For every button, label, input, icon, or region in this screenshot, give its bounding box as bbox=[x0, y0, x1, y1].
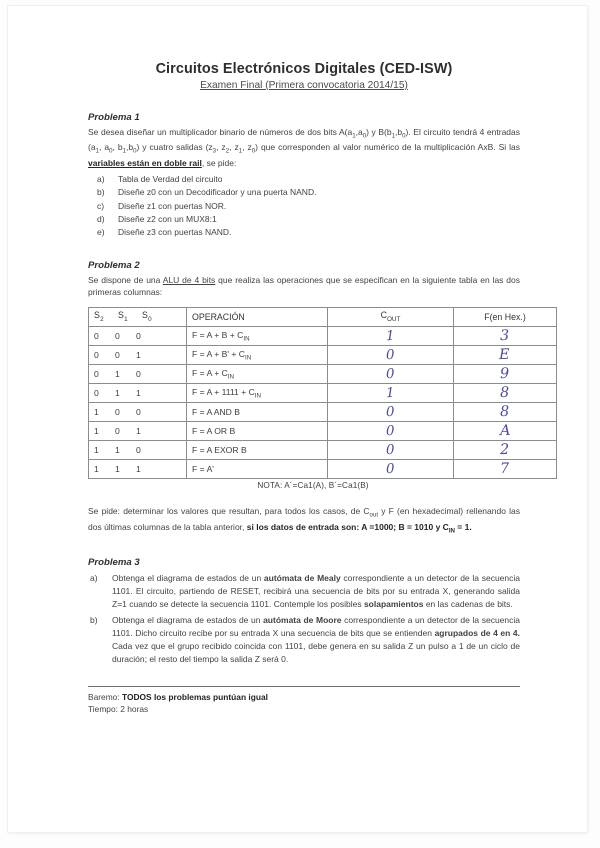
table-row bbox=[89, 460, 557, 479]
item-emphasis: autómata de Mealy bbox=[263, 573, 341, 584]
header-s1: $S_1$ bbox=[118, 310, 128, 324]
handwritten-cout: 0 bbox=[385, 422, 396, 439]
cell-s1: 0 bbox=[115, 331, 121, 342]
problem-2-intro-emphasis: ALU de 4 bits bbox=[162, 275, 216, 286]
handwritten-cout: 1 bbox=[385, 384, 396, 401]
table-row bbox=[89, 384, 557, 403]
cell-cout[interactable] bbox=[328, 460, 454, 479]
cell-f[interactable] bbox=[454, 384, 557, 403]
table-note: NOTA: A´=Ca1(A), B´=Ca1(B) bbox=[257, 481, 369, 491]
cell-operation: $F = A + C_{IN}$ bbox=[187, 365, 328, 384]
cell-cout[interactable] bbox=[328, 403, 454, 422]
cell-f[interactable] bbox=[454, 403, 557, 422]
problem-2-intro-post: que realiza las operaciones que se especifican en la siguiente tabla en las dos primeras columnas: bbox=[88, 275, 520, 298]
header-s0: $S_0$ bbox=[142, 310, 152, 324]
cell-f[interactable] bbox=[454, 460, 557, 479]
cell-s2: 1 bbox=[94, 445, 100, 456]
problem-3-section bbox=[88, 557, 520, 665]
table-row bbox=[89, 365, 557, 384]
table-row bbox=[89, 422, 557, 441]
problem-1-title: Problema 1 bbox=[88, 112, 140, 123]
cell-f[interactable] bbox=[454, 441, 557, 460]
list-item bbox=[88, 572, 520, 611]
table-row bbox=[89, 403, 557, 422]
table-row bbox=[89, 441, 557, 460]
item-emphasis-2: solapamientos bbox=[363, 599, 424, 610]
cell-s2: 1 bbox=[94, 407, 100, 418]
handwritten-cout: 0 bbox=[385, 346, 396, 363]
handwritten-cout: 0 bbox=[385, 365, 396, 382]
cell-cout[interactable] bbox=[328, 365, 454, 384]
item-post-2: en las cadenas de bits. bbox=[423, 599, 513, 610]
handwritten-f: 8 bbox=[499, 404, 511, 421]
item-emphasis: autómata de Moore bbox=[263, 614, 342, 625]
problem-2-request-pre: Se pide: determinar los valores que resultan, para todos los casos, de $C_{out}$ y F (en hexadecimal) rellenando las dos últimas columnas de la tabla anterior, bbox=[88, 506, 520, 532]
handwritten-f: A bbox=[499, 423, 511, 440]
cell-operation: F = A OR B bbox=[187, 422, 328, 441]
row-select-bits bbox=[89, 365, 187, 384]
handwritten-f: 8 bbox=[499, 385, 511, 402]
item-emphasis-2: agrupados de 4 en 4. bbox=[434, 627, 520, 638]
problem-2-intro-pre: Se dispone de una bbox=[88, 275, 163, 286]
handwritten-cout: 0 bbox=[385, 403, 396, 420]
cell-operation: F = A AND B bbox=[187, 403, 328, 422]
handwritten-f: 9 bbox=[499, 366, 511, 383]
cell-s2: 0 bbox=[94, 369, 100, 380]
item-pre: Obtenga el diagrama de estados de un bbox=[112, 573, 264, 584]
list-marker: e) bbox=[97, 227, 105, 238]
cell-s2: 1 bbox=[94, 426, 100, 437]
cell-operation: $F = A + B + C_{IN}$ bbox=[187, 327, 328, 346]
cell-s0: 1 bbox=[136, 350, 142, 361]
handwritten-f: 2 bbox=[499, 442, 511, 459]
table-row bbox=[89, 327, 557, 346]
list-item-text: Tabla de Verdad del circuito bbox=[118, 173, 223, 184]
problem-2-request bbox=[88, 505, 520, 536]
handwritten-cout: 0 bbox=[385, 460, 396, 477]
problem-1-tail: , se pide: bbox=[201, 157, 237, 168]
cell-s1: 0 bbox=[115, 350, 121, 361]
page-title: Circuitos Electrónicos Digitales (CED-ISW) bbox=[155, 61, 453, 77]
list-item bbox=[88, 213, 520, 226]
item-post: correspondiente a un detector de la secuencia 1101. Dicho circuito recibe por su entrada X una secuencia de bits que se entienden bbox=[112, 614, 520, 638]
cell-f[interactable] bbox=[454, 365, 557, 384]
cell-s0: 0 bbox=[136, 445, 142, 456]
exam-footer bbox=[88, 686, 520, 716]
problem-1-section bbox=[88, 112, 520, 239]
handwritten-cout: 1 bbox=[385, 327, 396, 344]
item-pre: Obtenga el diagrama de estados de un bbox=[112, 614, 264, 625]
list-item-text: Diseñe z3 con puertas NAND. bbox=[118, 227, 232, 238]
baremo-value: TODOS los problemas puntúan igual bbox=[121, 691, 268, 702]
cell-operation: F = A' bbox=[187, 460, 328, 479]
list-item-text: Diseñe z1 con puertas NOR. bbox=[118, 200, 227, 211]
cell-operation: $F = A + B' + C_{IN}$ bbox=[187, 346, 328, 365]
row-select-bits bbox=[89, 403, 187, 422]
baremo-line bbox=[88, 691, 520, 704]
cell-cout[interactable] bbox=[328, 384, 454, 403]
list-item bbox=[88, 173, 520, 186]
cell-s2: 0 bbox=[94, 388, 100, 399]
cell-f[interactable] bbox=[454, 422, 557, 441]
list-marker: a) bbox=[97, 173, 105, 184]
handwritten-f: 7 bbox=[499, 461, 511, 478]
list-marker: c) bbox=[97, 200, 105, 211]
cell-s1: 1 bbox=[115, 388, 121, 399]
item-post-2: Cada vez que el grupo recibido coincida con 1101, debe genera en su salida Z un pulso a 1 de un ciclo de duración; el resto del tiempo la salida Z será 0. bbox=[112, 640, 520, 664]
row-select-bits bbox=[89, 441, 187, 460]
cell-s0: 0 bbox=[136, 331, 142, 342]
exam-page bbox=[8, 6, 587, 832]
list-item bbox=[88, 614, 520, 666]
problem-1-emphasis: variables están en doble rail bbox=[88, 157, 202, 168]
list-item bbox=[88, 186, 520, 199]
document-header bbox=[88, 61, 520, 91]
list-marker: b) bbox=[97, 187, 105, 198]
cell-s2: 0 bbox=[94, 331, 100, 342]
problem-3-list bbox=[88, 572, 520, 665]
list-marker: d) bbox=[97, 214, 105, 225]
cell-f[interactable] bbox=[454, 327, 557, 346]
cell-s1: 1 bbox=[115, 369, 121, 380]
cell-s0: 0 bbox=[136, 407, 142, 418]
cell-cout[interactable] bbox=[328, 422, 454, 441]
list-marker: a) bbox=[90, 573, 98, 584]
cell-s1: 0 bbox=[115, 426, 121, 437]
cell-s1: 1 bbox=[115, 464, 121, 475]
page-content bbox=[88, 61, 526, 716]
cell-s0: 0 bbox=[136, 369, 142, 380]
row-select-bits bbox=[89, 327, 187, 346]
handwritten-cout: 0 bbox=[385, 441, 396, 458]
alu-operations-table bbox=[88, 307, 557, 479]
row-select-bits bbox=[89, 422, 187, 441]
problem-2-statement bbox=[88, 274, 520, 298]
cell-s0: 1 bbox=[136, 388, 142, 399]
handwritten-f: E bbox=[499, 347, 511, 364]
table-header-row bbox=[89, 308, 557, 327]
header-select-bits bbox=[89, 308, 187, 327]
list-item bbox=[88, 226, 520, 239]
row-select-bits bbox=[89, 346, 187, 365]
list-marker: b) bbox=[90, 614, 98, 625]
cell-s2: 0 bbox=[94, 350, 100, 361]
list-item bbox=[88, 200, 520, 213]
problem-2-request-emphasis: si los datos de entrada son: A =1000; B = 1010 y $C_{IN} = 1$. bbox=[246, 521, 472, 535]
baremo-label: Baremo: bbox=[88, 691, 122, 702]
problem-2-section bbox=[88, 260, 526, 536]
table-row bbox=[89, 346, 557, 365]
cell-s0: 1 bbox=[136, 426, 142, 437]
header-f: F(en Hex.) bbox=[454, 308, 557, 327]
list-item-text: Diseñe z0 con un Decodificador y una puerta NAND. bbox=[118, 187, 317, 198]
cell-cout[interactable] bbox=[328, 441, 454, 460]
list-item-text: Diseñe z2 con un MUX8:1 bbox=[118, 214, 217, 225]
cell-cout[interactable] bbox=[328, 327, 454, 346]
header-s2: $S_2$ bbox=[94, 310, 104, 324]
handwritten-f: 3 bbox=[499, 328, 511, 345]
row-select-bits bbox=[89, 460, 187, 479]
cell-s1: 1 bbox=[115, 445, 121, 456]
cell-operation: $F = A + 1111 + C_{IN}$ bbox=[187, 384, 328, 403]
cell-operation: F = A EXOR B bbox=[187, 441, 328, 460]
problem-1-list bbox=[88, 173, 520, 240]
problem-3-title: Problema 3 bbox=[88, 557, 140, 569]
cell-s0: 1 bbox=[136, 464, 142, 475]
cell-cout[interactable] bbox=[328, 346, 454, 365]
cell-s2: 1 bbox=[94, 464, 100, 475]
item-post: correspondiente a un detector de la secuencia 1101. El circuito, partiendo de RESET, recibirá una secuencia de bits por su entrada X, generando salida Z=1 cuando se detecte la secuencia 1101. Contemple los posibles bbox=[112, 573, 521, 610]
row-select-bits bbox=[89, 384, 187, 403]
page-subtitle: Examen Final (Primera convocatoria 2014/15) bbox=[200, 80, 408, 91]
tiempo-line: Tiempo: 2 horas bbox=[88, 704, 149, 715]
problem-1-statement: Se desea diseñar un multiplicador binario de números de dos bits $A(a_1,a_0)$ y $B(b_1,b_0)$. El circuito tendrá 4 entradas ($a_1$, $a_0$, $b_1,b_0$) y cuatro salidas ($z_3$, $z_2$, $z_1$, $z_0$) que corresponden al valor numérico de la multiplicación AxB. Si las variables están en doble rail, se pide: bbox=[88, 127, 521, 168]
cell-s1: 0 bbox=[115, 407, 121, 418]
header-cout: $C_{OUT}$ bbox=[328, 308, 454, 327]
problem-2-title: Problema 2 bbox=[88, 260, 140, 272]
header-operation: OPERACIÓN bbox=[187, 308, 328, 327]
cell-f[interactable] bbox=[454, 346, 557, 365]
